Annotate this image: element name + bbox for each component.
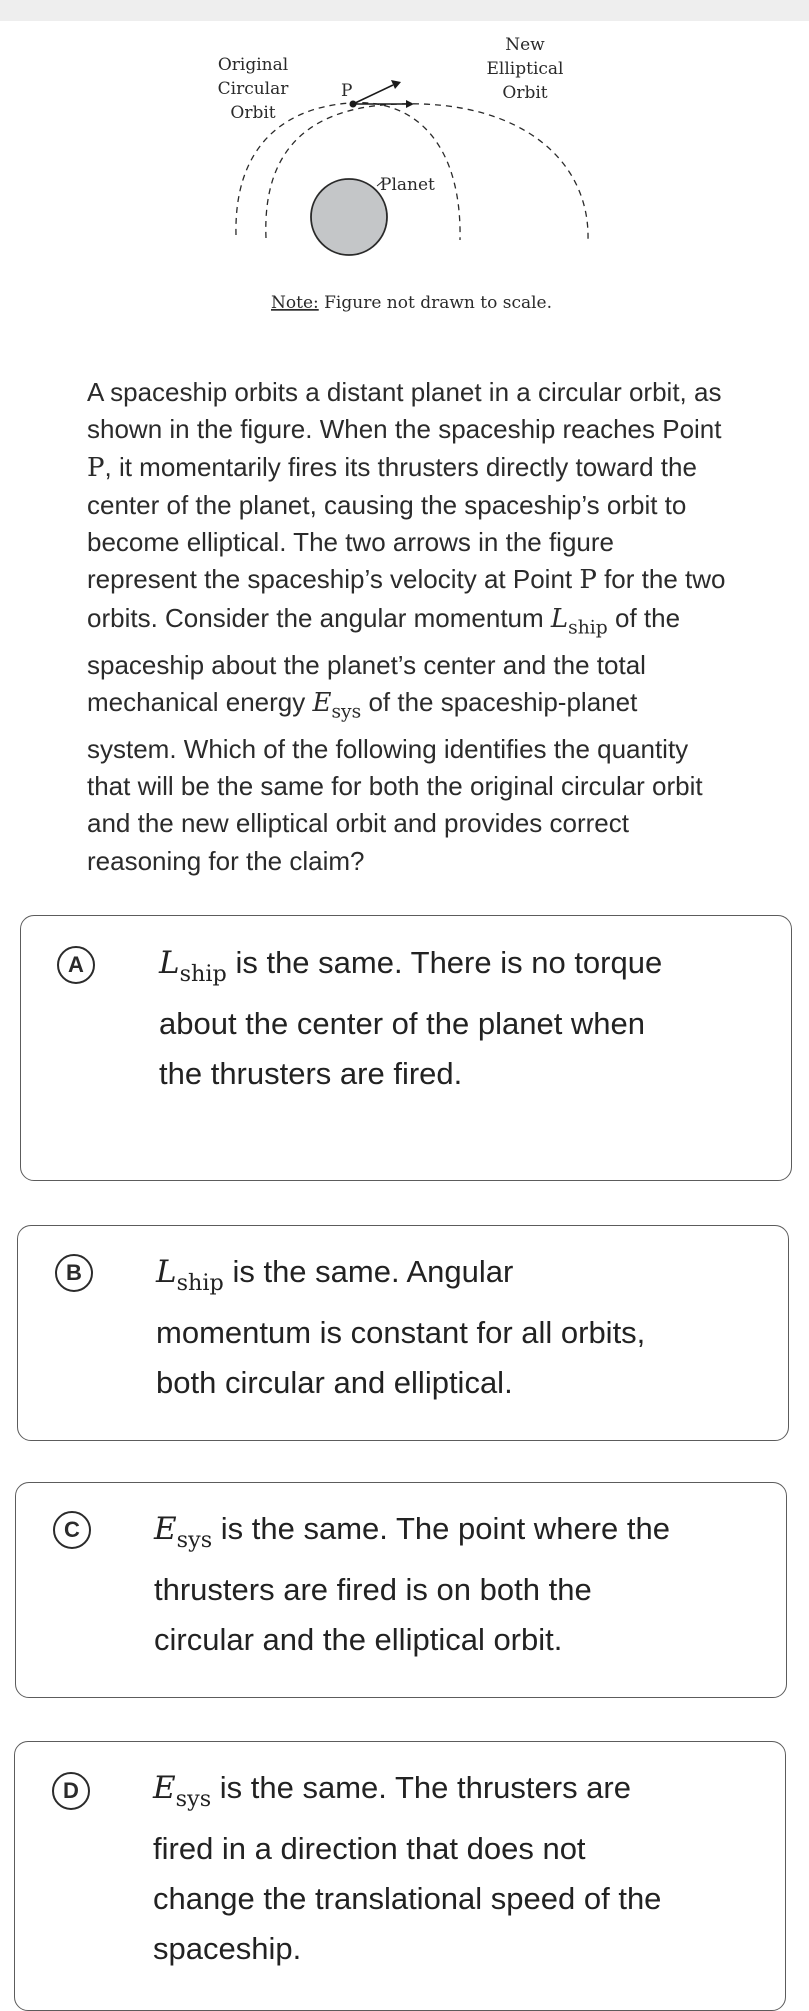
new-orbit-label-3: Orbit [502, 83, 548, 103]
choice-b-letter: B [55, 1254, 93, 1292]
choice-b-text: $L_{ship}$ is the same. Angular momentum is constant for all orbits, both circular and elliptical. [156, 1254, 646, 1400]
choice-c-letter: C [53, 1511, 91, 1549]
answer-choice-c[interactable] [15, 1482, 787, 1698]
note-text: Figure not drawn to scale. [318, 293, 553, 313]
planet-label: Planet [380, 175, 435, 195]
orbit-figure [0, 21, 809, 321]
figure-note [271, 293, 552, 313]
new-orbit-label-1: New [505, 35, 545, 55]
new-orbit-label-2: Elliptical [486, 59, 564, 79]
question-stem: A spaceship orbits a distant planet in a circular orbit, as shown in the figure. When the spaceship reaches Point P, it momentarily fires its thrusters directly toward the center of the planet, causing the spaceship’s orbit to become elliptical. The two arrows in the figure represent the spaceship’s velocity at Point P for the two orbits. Consider the angular momentum $L_{ship}$ of the spaceship about the planet’s center and the total mechanical energy $E_{sys}$ of the spaceship-planet system. Which of the following identifies the quantity that will be the same for both the original circular orbit and the new elliptical orbit and provides correct reasoning for the claim? [87, 377, 726, 876]
answer-choice-a[interactable] [20, 915, 792, 1181]
original-orbit-label-2: Circular [217, 79, 289, 99]
choice-c-text: $E_{sys}$ is the same. The point where the thrusters are fired is on both the circular and the elliptical orbit. [154, 1511, 670, 1657]
note-prefix: Note: [271, 293, 319, 313]
planet [311, 179, 387, 255]
choice-a-letter: A [57, 946, 95, 984]
choice-a-text: $L_{ship}$ is the same. There is no torque about the center of the planet when the thrusters are fired. [159, 945, 663, 1091]
choice-d-text: $E_{sys}$ is the same. The thrusters are fired in a direction that does not change the translational speed of the spaceship. [153, 1770, 662, 1966]
choice-d-letter: D [52, 1772, 90, 1810]
answer-choice-d[interactable] [14, 1741, 786, 2011]
original-orbit-label-3: Orbit [230, 103, 276, 123]
point-p-label: P [341, 81, 353, 101]
answer-choice-b[interactable] [17, 1225, 789, 1441]
original-orbit-label-1: Original [217, 55, 289, 75]
top-bar [0, 0, 809, 21]
velocity-arrow-elliptical [353, 85, 393, 104]
